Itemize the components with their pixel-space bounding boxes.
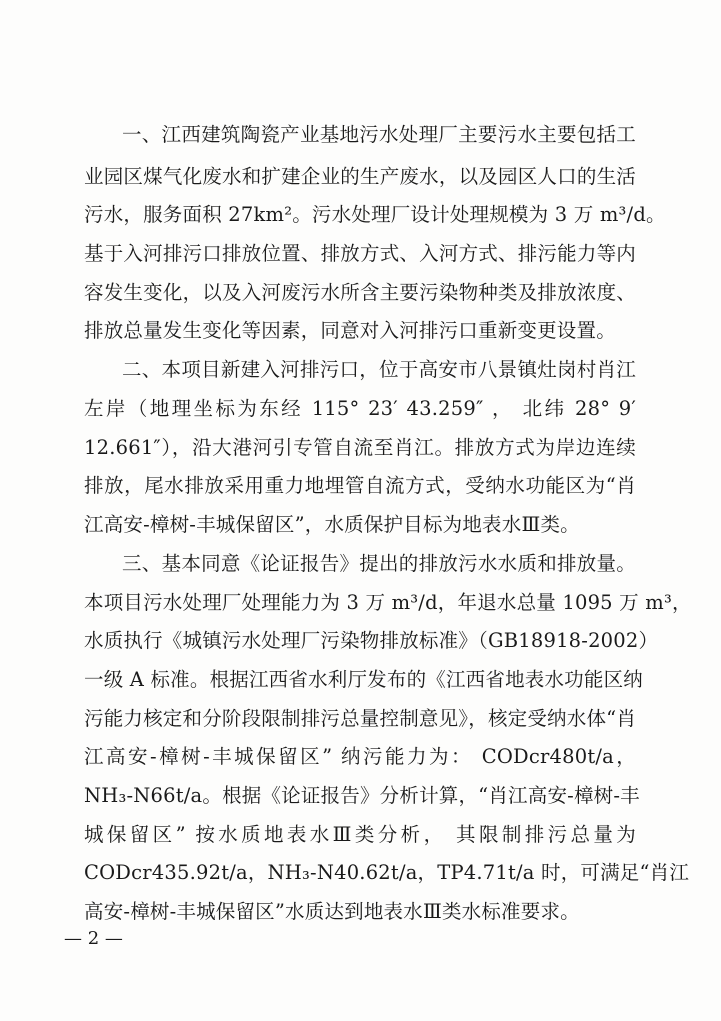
paragraph-3-line-6: 江高安-樟树-丰城保留区” 纳污能力为： CODcr480t/a， (84, 745, 636, 768)
paragraph-1-line-3: 污水，服务面积 27km²。污水处理厂设计处理规模为 3 万 m³/d。 (84, 203, 666, 226)
paragraph-3-line-7: NH₃-N66t/a。根据《论证报告》分析计算，“肖江高安-樟树-丰 (84, 784, 640, 807)
paragraph-3-line-5: 污能力核定和分阶段限制排污总量控制意见》，核定受纳水体“肖 (84, 707, 637, 730)
paragraph-2-line-2: 左岸（地理坐标为东经 115° 23′ 43.259″ ， 北纬 28° 9′ (84, 397, 636, 420)
paragraph-2-line-5: 江高安-樟树-丰城保留区”，水质保护目标为地表水Ⅲ类。 (84, 513, 580, 536)
paragraph-1-line-4: 基于入河排污口排放位置、排放方式、入河方式、排污能力等内 (84, 242, 636, 265)
paragraph-3-line-9: CODcr435.92t/a，NH₃-N40.62t/a，TP4.71t/a 时，可满足“肖江 (84, 861, 690, 884)
paragraph-1-line-1: 一、江西建筑陶瓷产业基地污水处理厂主要污水主要包括工 (122, 123, 636, 146)
paragraph-2-line-3: 12.661″），沿大港河引专管自流至肖江。排放方式为岸边连续 (84, 436, 636, 459)
paragraph-3-line-8: 城保留区” 按水质地表水Ⅲ类分析， 其限制排污总量为 (84, 823, 636, 846)
paragraph-3-line-10: 高安-樟树-丰城保留区”水质达到地表水Ⅲ类水标准要求。 (84, 900, 580, 923)
paragraph-1-line-6: 排放总量发生变化等因素，同意对入河排污口重新变更设置。 (84, 319, 616, 342)
paragraph-3-line-3: 水质执行《城镇污水处理厂污染物排放标准》（GB18918-2002） (84, 629, 659, 652)
paragraph-1-line-5: 容发生变化，以及入河废污水所含主要污染物种类及排放浓度、 (84, 281, 636, 304)
paragraph-1-line-2: 业园区煤气化废水和扩建企业的生产废水，以及园区人口的生活 (84, 165, 636, 188)
paragraph-2-line-1: 二、本项目新建入河排污口，位于高安市八景镇灶岗村肖江 (122, 358, 636, 381)
paragraph-2-line-4: 排放，尾水排放采用重力地埋管自流方式，受纳水功能区为“肖 (84, 474, 636, 497)
paragraph-3-line-2: 本项目污水处理厂处理能力为 3 万 m³/d，年退水总量 1095 万 m³， (84, 591, 692, 614)
paragraph-3-line-4: 一级 A 标准。根据江西省水利厅发布的《江西省地表水功能区纳 (84, 668, 643, 691)
paragraph-3-line-1: 三、基本同意《论证报告》提出的排放污水水质和排放量。 (122, 552, 636, 575)
page-number: — 2 — (64, 928, 123, 949)
